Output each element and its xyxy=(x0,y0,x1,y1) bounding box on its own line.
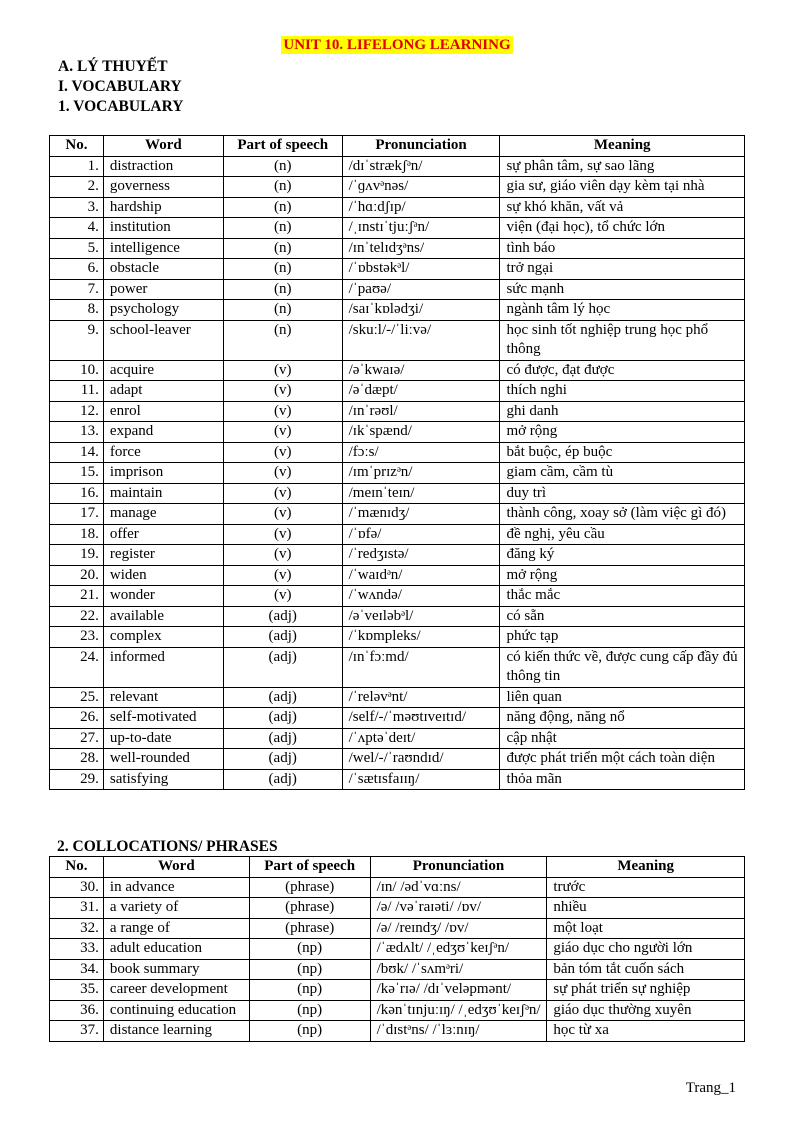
cell-meaning: bản tóm tắt cuốn sách xyxy=(547,959,745,980)
cell-pronunciation: /meɪnˈteɪn/ xyxy=(342,483,500,504)
table-row xyxy=(50,463,745,484)
table-row xyxy=(50,177,745,198)
cell-no: 18. xyxy=(50,524,104,545)
cell-meaning: phức tạp xyxy=(500,627,745,648)
cell-word: adapt xyxy=(103,381,223,402)
cell-word: well-rounded xyxy=(103,749,223,770)
cell-pronunciation: /skuːl/-/ˈliːvə/ xyxy=(342,320,500,360)
table-row xyxy=(50,877,745,898)
cell-no: 34. xyxy=(50,959,104,980)
cell-meaning: mở rộng xyxy=(500,422,745,443)
cell-pronunciation: /ˈwʌndə/ xyxy=(342,586,500,607)
cell-part-of-speech: (v) xyxy=(223,360,342,381)
cell-pronunciation: /ˈreləvᵊnt/ xyxy=(342,687,500,708)
cell-part-of-speech: (n) xyxy=(223,156,342,177)
cell-part-of-speech: (np) xyxy=(249,959,370,980)
cell-part-of-speech: (np) xyxy=(249,939,370,960)
cell-pronunciation: /ɪnˈrəʊl/ xyxy=(342,401,500,422)
cell-word: available xyxy=(103,606,223,627)
cell-part-of-speech: (v) xyxy=(223,401,342,422)
cell-meaning: năng động, năng nổ xyxy=(500,708,745,729)
cell-word: register xyxy=(103,545,223,566)
cell-part-of-speech: (v) xyxy=(223,504,342,525)
cell-word: hardship xyxy=(103,197,223,218)
cell-part-of-speech: (v) xyxy=(223,565,342,586)
cell-pronunciation: /ɪkˈspænd/ xyxy=(342,422,500,443)
cell-no: 31. xyxy=(50,898,104,919)
cell-pronunciation: /ˈredʒɪstə/ xyxy=(342,545,500,566)
cell-pronunciation: /ˈædʌlt/ /ˌedʒʊˈkeɪʃᵊn/ xyxy=(370,939,547,960)
cell-pronunciation: /saɪˈkɒlədʒi/ xyxy=(342,300,500,321)
cell-meaning: trở ngại xyxy=(500,259,745,280)
cell-word: obstacle xyxy=(103,259,223,280)
cell-meaning: cập nhật xyxy=(500,728,745,749)
title-wrap xyxy=(0,36,794,54)
table-row xyxy=(50,606,745,627)
table-header-row xyxy=(50,136,745,157)
cell-no: 4. xyxy=(50,218,104,239)
table-row xyxy=(50,687,745,708)
cell-pronunciation: /bʊk/ /ˈsʌmᵊri/ xyxy=(370,959,547,980)
table-row xyxy=(50,360,745,381)
cell-pronunciation: /dɪˈstrækʃᵊn/ xyxy=(342,156,500,177)
cell-pronunciation: /əˈkwaɪə/ xyxy=(342,360,500,381)
header-no: No. xyxy=(50,136,104,157)
table-row xyxy=(50,980,745,1001)
heading-section-i: I. VOCABULARY xyxy=(58,78,182,95)
vocabulary-body xyxy=(50,156,745,790)
cell-word: force xyxy=(103,442,223,463)
table-row xyxy=(50,918,745,939)
cell-meaning: có sẵn xyxy=(500,606,745,627)
cell-word: a variety of xyxy=(103,898,249,919)
cell-meaning: nhiều xyxy=(547,898,745,919)
cell-part-of-speech: (np) xyxy=(249,980,370,1001)
cell-word: acquire xyxy=(103,360,223,381)
cell-pronunciation: /ˈwaɪdᵊn/ xyxy=(342,565,500,586)
table-row xyxy=(50,238,745,259)
cell-meaning: thắc mắc xyxy=(500,586,745,607)
cell-pronunciation: /ˈɒbstəkᵊl/ xyxy=(342,259,500,280)
cell-meaning: đề nghị, yêu cầu xyxy=(500,524,745,545)
cell-part-of-speech: (v) xyxy=(223,586,342,607)
cell-pronunciation: /ˈhɑːdʃɪp/ xyxy=(342,197,500,218)
cell-part-of-speech: (n) xyxy=(223,177,342,198)
cell-part-of-speech: (v) xyxy=(223,442,342,463)
table-row xyxy=(50,728,745,749)
cell-no: 2. xyxy=(50,177,104,198)
cell-no: 28. xyxy=(50,749,104,770)
cell-word: career development xyxy=(103,980,249,1001)
cell-meaning: thành công, xoay sở (làm việc gì đó) xyxy=(500,504,745,525)
table-row xyxy=(50,769,745,790)
cell-no: 30. xyxy=(50,877,104,898)
cell-part-of-speech: (np) xyxy=(249,1000,370,1021)
header-part-of-speech: Part of speech xyxy=(223,136,342,157)
cell-meaning: duy trì xyxy=(500,483,745,504)
table-row xyxy=(50,1000,745,1021)
cell-part-of-speech: (adj) xyxy=(223,708,342,729)
table-row xyxy=(50,218,745,239)
cell-meaning: liên quan xyxy=(500,687,745,708)
cell-no: 27. xyxy=(50,728,104,749)
cell-pronunciation: /ɪnˈtelɪdʒᵊns/ xyxy=(342,238,500,259)
cell-no: 37. xyxy=(50,1021,104,1042)
cell-pronunciation: /ˈʌptəˈdeɪt/ xyxy=(342,728,500,749)
cell-meaning: đăng ký xyxy=(500,545,745,566)
table-row xyxy=(50,1021,745,1042)
cell-part-of-speech: (adj) xyxy=(223,728,342,749)
cell-meaning: sự phát triển sự nghiệp xyxy=(547,980,745,1001)
cell-meaning: sự phân tâm, sự sao lãng xyxy=(500,156,745,177)
table-row xyxy=(50,647,745,687)
cell-meaning: có được, đạt được xyxy=(500,360,745,381)
cell-meaning: giam cầm, cầm tù xyxy=(500,463,745,484)
header-part-of-speech: Part of speech xyxy=(249,857,370,878)
table-row xyxy=(50,898,745,919)
table-row xyxy=(50,749,745,770)
cell-no: 32. xyxy=(50,918,104,939)
table-row xyxy=(50,197,745,218)
cell-pronunciation: /ə/ /reɪndʒ/ /ɒv/ xyxy=(370,918,547,939)
cell-no: 35. xyxy=(50,980,104,1001)
cell-meaning: sự khó khăn, vất vả xyxy=(500,197,745,218)
cell-no: 10. xyxy=(50,360,104,381)
cell-word: a range of xyxy=(103,918,249,939)
header-pronunciation: Pronunciation xyxy=(370,857,547,878)
cell-word: imprison xyxy=(103,463,223,484)
cell-part-of-speech: (n) xyxy=(223,320,342,360)
cell-no: 16. xyxy=(50,483,104,504)
cell-pronunciation: /əˈdæpt/ xyxy=(342,381,500,402)
table-row xyxy=(50,504,745,525)
header-meaning: Meaning xyxy=(547,857,745,878)
table-row xyxy=(50,422,745,443)
cell-no: 11. xyxy=(50,381,104,402)
collocations-body xyxy=(50,877,745,1041)
cell-no: 17. xyxy=(50,504,104,525)
table-row xyxy=(50,156,745,177)
cell-pronunciation: /ˈpaʊə/ xyxy=(342,279,500,300)
table-row xyxy=(50,627,745,648)
cell-meaning: viện (đại học), tổ chức lớn xyxy=(500,218,745,239)
cell-meaning: thỏa mãn xyxy=(500,769,745,790)
cell-word: self-motivated xyxy=(103,708,223,729)
cell-pronunciation: /ˈkɒmpleks/ xyxy=(342,627,500,648)
cell-no: 14. xyxy=(50,442,104,463)
cell-part-of-speech: (n) xyxy=(223,279,342,300)
cell-no: 24. xyxy=(50,647,104,687)
vocabulary-table xyxy=(49,135,745,790)
cell-part-of-speech: (v) xyxy=(223,422,342,443)
heading-section-2: 2. COLLOCATIONS/ PHRASES xyxy=(57,838,278,855)
cell-part-of-speech: (np) xyxy=(249,1021,370,1042)
cell-meaning: học từ xa xyxy=(547,1021,745,1042)
cell-meaning: giáo dục cho người lớn xyxy=(547,939,745,960)
cell-no: 1. xyxy=(50,156,104,177)
cell-word: expand xyxy=(103,422,223,443)
cell-word: school-leaver xyxy=(103,320,223,360)
cell-part-of-speech: (n) xyxy=(223,300,342,321)
table-row xyxy=(50,545,745,566)
heading-section-1: 1. VOCABULARY xyxy=(58,98,184,115)
cell-part-of-speech: (v) xyxy=(223,524,342,545)
cell-meaning: gia sư, giáo viên dạy kèm tại nhà xyxy=(500,177,745,198)
cell-no: 19. xyxy=(50,545,104,566)
cell-meaning: giáo dục thường xuyên xyxy=(547,1000,745,1021)
cell-word: enrol xyxy=(103,401,223,422)
cell-part-of-speech: (v) xyxy=(223,463,342,484)
cell-word: institution xyxy=(103,218,223,239)
cell-meaning: sức mạnh xyxy=(500,279,745,300)
table-row xyxy=(50,586,745,607)
cell-meaning: được phát triển một cách toàn diện xyxy=(500,749,745,770)
cell-no: 9. xyxy=(50,320,104,360)
cell-no: 26. xyxy=(50,708,104,729)
cell-word: wonder xyxy=(103,586,223,607)
header-pronunciation: Pronunciation xyxy=(342,136,500,157)
heading-section-a: A. LÝ THUYẾT xyxy=(58,58,168,75)
header-no: No. xyxy=(50,857,104,878)
cell-word: relevant xyxy=(103,687,223,708)
table-row xyxy=(50,279,745,300)
cell-part-of-speech: (phrase) xyxy=(249,918,370,939)
cell-word: book summary xyxy=(103,959,249,980)
cell-part-of-speech: (phrase) xyxy=(249,898,370,919)
cell-pronunciation: /kənˈtɪnjuːɪŋ/ /ˌedʒʊˈkeɪʃᵊn/ xyxy=(370,1000,547,1021)
cell-no: 13. xyxy=(50,422,104,443)
cell-meaning: bắt buộc, ép buộc xyxy=(500,442,745,463)
cell-no: 3. xyxy=(50,197,104,218)
cell-part-of-speech: (adj) xyxy=(223,749,342,770)
table-row xyxy=(50,381,745,402)
cell-pronunciation: /ɪmˈprɪzᵊn/ xyxy=(342,463,500,484)
table-row xyxy=(50,524,745,545)
cell-no: 25. xyxy=(50,687,104,708)
page-footer: Trang_1 xyxy=(685,1080,736,1096)
cell-word: complex xyxy=(103,627,223,648)
cell-pronunciation: /ˈmænɪdʒ/ xyxy=(342,504,500,525)
cell-no: 7. xyxy=(50,279,104,300)
cell-no: 8. xyxy=(50,300,104,321)
cell-pronunciation: /wel/-/ˈraʊndɪd/ xyxy=(342,749,500,770)
cell-part-of-speech: (n) xyxy=(223,238,342,259)
cell-no: 33. xyxy=(50,939,104,960)
table-row xyxy=(50,259,745,280)
cell-part-of-speech: (adj) xyxy=(223,606,342,627)
table-row xyxy=(50,401,745,422)
cell-pronunciation: /ˈɒfə/ xyxy=(342,524,500,545)
cell-word: distraction xyxy=(103,156,223,177)
cell-pronunciation: /əˈveɪləbᵊl/ xyxy=(342,606,500,627)
cell-part-of-speech: (n) xyxy=(223,197,342,218)
table-row xyxy=(50,483,745,504)
cell-word: governess xyxy=(103,177,223,198)
cell-part-of-speech: (adj) xyxy=(223,627,342,648)
cell-no: 36. xyxy=(50,1000,104,1021)
cell-no: 12. xyxy=(50,401,104,422)
cell-meaning: thích nghi xyxy=(500,381,745,402)
collocations-table xyxy=(49,856,745,1042)
cell-no: 21. xyxy=(50,586,104,607)
cell-part-of-speech: (v) xyxy=(223,381,342,402)
cell-part-of-speech: (v) xyxy=(223,483,342,504)
cell-word: up-to-date xyxy=(103,728,223,749)
cell-part-of-speech: (n) xyxy=(223,259,342,280)
cell-no: 29. xyxy=(50,769,104,790)
cell-part-of-speech: (adj) xyxy=(223,687,342,708)
table-row xyxy=(50,320,745,360)
cell-no: 23. xyxy=(50,627,104,648)
cell-word: adult education xyxy=(103,939,249,960)
cell-word: in advance xyxy=(103,877,249,898)
cell-part-of-speech: (adj) xyxy=(223,647,342,687)
cell-word: manage xyxy=(103,504,223,525)
cell-word: satisfying xyxy=(103,769,223,790)
cell-no: 22. xyxy=(50,606,104,627)
cell-meaning: tình báo xyxy=(500,238,745,259)
table-row xyxy=(50,442,745,463)
cell-part-of-speech: (n) xyxy=(223,218,342,239)
cell-meaning: ngành tâm lý học xyxy=(500,300,745,321)
cell-meaning: có kiến thức về, được cung cấp đầy đủ thông tin xyxy=(500,647,745,687)
table-header-row xyxy=(50,857,745,878)
cell-meaning: học sinh tốt nghiệp trung học phổ thông xyxy=(500,320,745,360)
cell-pronunciation: /ˌɪnstɪˈtjuːʃᵊn/ xyxy=(342,218,500,239)
cell-pronunciation: /ɪnˈfɔːmd/ xyxy=(342,647,500,687)
cell-word: widen xyxy=(103,565,223,586)
table-row xyxy=(50,939,745,960)
cell-no: 6. xyxy=(50,259,104,280)
cell-meaning: ghi danh xyxy=(500,401,745,422)
cell-no: 20. xyxy=(50,565,104,586)
cell-word: maintain xyxy=(103,483,223,504)
header-word: Word xyxy=(103,857,249,878)
cell-word: informed xyxy=(103,647,223,687)
cell-pronunciation: /ˈɡʌvᵊnəs/ xyxy=(342,177,500,198)
cell-word: offer xyxy=(103,524,223,545)
cell-word: continuing education xyxy=(103,1000,249,1021)
cell-no: 5. xyxy=(50,238,104,259)
table-row xyxy=(50,959,745,980)
cell-part-of-speech: (adj) xyxy=(223,769,342,790)
cell-pronunciation: /ˈsætɪsfaɪɪŋ/ xyxy=(342,769,500,790)
cell-pronunciation: /self/-/ˈməʊtɪveɪtɪd/ xyxy=(342,708,500,729)
table-row xyxy=(50,565,745,586)
header-meaning: Meaning xyxy=(500,136,745,157)
cell-no: 15. xyxy=(50,463,104,484)
cell-pronunciation: /fɔːs/ xyxy=(342,442,500,463)
cell-word: intelligence xyxy=(103,238,223,259)
cell-word: psychology xyxy=(103,300,223,321)
cell-pronunciation: /ˈdɪstᵊns/ /ˈlɜːnɪŋ/ xyxy=(370,1021,547,1042)
cell-meaning: trước xyxy=(547,877,745,898)
cell-meaning: một loạt xyxy=(547,918,745,939)
cell-word: distance learning xyxy=(103,1021,249,1042)
cell-word: power xyxy=(103,279,223,300)
header-word: Word xyxy=(103,136,223,157)
cell-meaning: mở rộng xyxy=(500,565,745,586)
cell-pronunciation: /kəˈrɪə/ /dɪˈveləpmənt/ xyxy=(370,980,547,1001)
page-title: UNIT 10. LIFELONG LEARNING xyxy=(283,37,511,53)
cell-part-of-speech: (phrase) xyxy=(249,877,370,898)
table-row xyxy=(50,708,745,729)
cell-pronunciation: /ɪn/ /ədˈvɑːns/ xyxy=(370,877,547,898)
table-row xyxy=(50,300,745,321)
cell-part-of-speech: (v) xyxy=(223,545,342,566)
cell-pronunciation: /ə/ /vəˈraɪəti/ /ɒv/ xyxy=(370,898,547,919)
